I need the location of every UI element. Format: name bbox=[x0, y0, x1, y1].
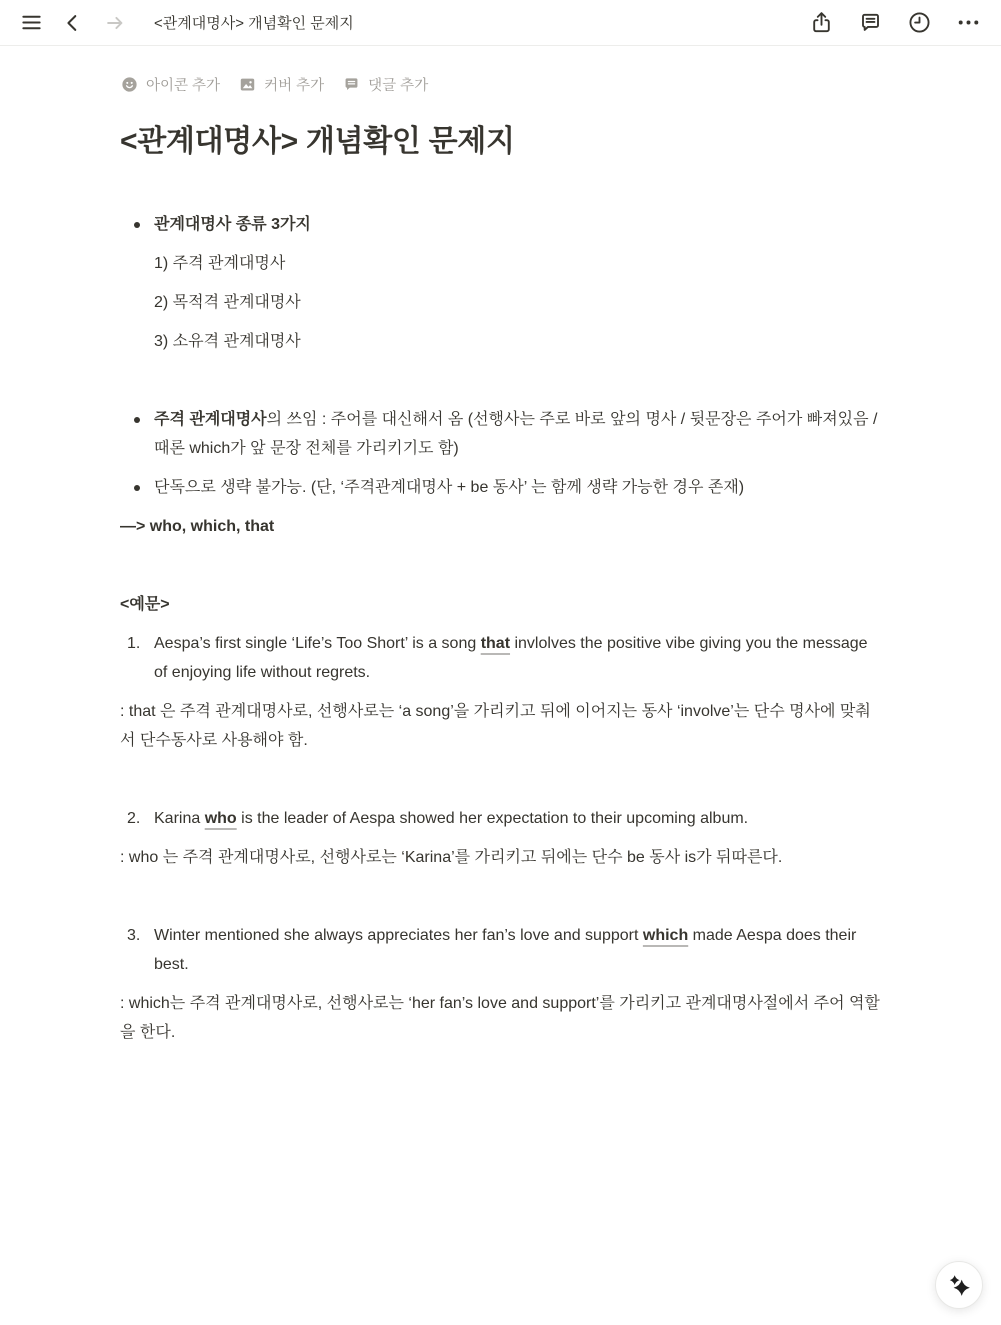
topbar-actions bbox=[806, 8, 983, 38]
example-3-keyword: which bbox=[642, 927, 689, 944]
add-icon-label: 아이콘 추가 bbox=[146, 77, 221, 94]
empty-block[interactable] bbox=[120, 551, 881, 580]
hamburger-menu-icon bbox=[20, 11, 43, 34]
omission-text: 단독으로 생략 불가능. (단, ‘주격관계대명사 + be 동사’ 는 함께 생략 가능한 경우 존재) bbox=[154, 479, 745, 496]
list-number: 2. bbox=[127, 810, 141, 827]
type-item-subjective[interactable]: 1) 주격 관계대명사 bbox=[154, 255, 286, 272]
back-button[interactable] bbox=[58, 8, 88, 38]
page-decoration-actions bbox=[120, 72, 881, 96]
example-1-sentence bbox=[154, 629, 881, 687]
comment-bubble-icon bbox=[858, 10, 883, 35]
example-3-pre: Winter mentioned she always appreciates her fan’s love and support bbox=[154, 927, 643, 944]
usage-text bbox=[154, 405, 881, 463]
page-title[interactable]: <관계대명사> 개념확인 문제지 bbox=[120, 125, 515, 158]
example-3-note[interactable]: : which는 주격 관계대명사로, 선행사로는 ‘her fan’s love and support’를 가리키고 관계대명사절에서 주어 역할을 한다. bbox=[120, 995, 880, 1041]
bullet-dot bbox=[120, 405, 154, 463]
example-1-keyword: that bbox=[480, 635, 511, 652]
examples-heading[interactable]: <예문> bbox=[120, 596, 170, 613]
sparkles-icon bbox=[946, 1272, 972, 1298]
usage-rest-text: 의 쓰임 : 주어를 대신해서 옴 (선행사는 주로 바로 앞의 명사 / 뒷문장은 주어가 빠져있음 / 때론 which가 앞 문장 전체를 가리키기도 함) bbox=[154, 411, 878, 457]
ai-assistant-button[interactable] bbox=[935, 1261, 983, 1309]
example-3-post: made Aespa does their best. bbox=[154, 927, 857, 973]
topbar-nav-group bbox=[16, 8, 130, 38]
share-button[interactable] bbox=[806, 8, 836, 38]
bullet-dot bbox=[120, 210, 154, 239]
type-item-possessive[interactable]: 3) 소유격 관계대명사 bbox=[154, 333, 301, 350]
bullet-dot bbox=[120, 473, 154, 502]
example-3[interactable] bbox=[120, 921, 881, 979]
page-content bbox=[0, 72, 1001, 1047]
add-cover-label: 커버 추가 bbox=[264, 77, 325, 94]
add-icon-button[interactable] bbox=[120, 74, 220, 95]
example-1[interactable] bbox=[120, 629, 881, 687]
example-2-sentence bbox=[154, 804, 881, 833]
forward-button[interactable] bbox=[100, 8, 130, 38]
bullet-omission[interactable] bbox=[120, 473, 881, 502]
add-cover-button[interactable] bbox=[238, 74, 324, 95]
example-2-note[interactable]: : who 는 주격 관계대명사로, 선행사로는 ‘Karina’를 가리키고 뒤에는 단수 be 동사 is가 뒤따른다. bbox=[120, 849, 783, 866]
clock-icon bbox=[907, 10, 932, 35]
empty-block[interactable] bbox=[120, 882, 881, 911]
topbar bbox=[0, 0, 1001, 46]
comment-icon bbox=[342, 75, 361, 94]
empty-block[interactable] bbox=[120, 366, 881, 395]
bullet-usage[interactable] bbox=[120, 405, 881, 463]
example-2-keyword: who bbox=[204, 810, 237, 827]
add-comment-label: 댓글 추가 bbox=[368, 77, 429, 94]
type-item-objective[interactable]: 2) 목적격 관계대명사 bbox=[154, 294, 301, 311]
smiley-icon bbox=[120, 75, 139, 94]
example-2-pre: Karina bbox=[154, 810, 205, 827]
example-1-pre: Aespa’s first single ‘Life’s Too Short’ is a song bbox=[154, 635, 481, 652]
more-options-button[interactable] bbox=[953, 8, 983, 38]
arrow-right-icon bbox=[104, 12, 126, 34]
arrow-conclusion-line[interactable]: —> who, which, that bbox=[120, 518, 275, 535]
types-heading-text: 관계대명사 종류 3가지 bbox=[154, 216, 311, 233]
breadcrumb-page-title[interactable]: <관계대명사> 개념확인 문제지 bbox=[154, 15, 354, 32]
chevron-left-icon bbox=[62, 12, 84, 34]
image-icon bbox=[238, 75, 257, 94]
list-number: 3. bbox=[127, 927, 141, 944]
example-1-note[interactable]: : that 은 주격 관계대명사로, 선행사로는 ‘a song’을 가리키고 뒤에 이어지는 동사 ‘involve’는 단수 명사에 맞춰서 단수동사로 사용해야 함. bbox=[120, 703, 871, 749]
ellipsis-icon bbox=[956, 10, 981, 35]
history-button[interactable] bbox=[904, 8, 934, 38]
example-2-post: is the leader of Aespa showed her expectation to their upcoming album. bbox=[236, 810, 749, 827]
example-1-post: invlolves the positive vibe giving you the message of enjoying life without regrets. bbox=[154, 635, 868, 681]
share-icon bbox=[809, 10, 834, 35]
example-2[interactable] bbox=[120, 804, 881, 833]
menu-button[interactable] bbox=[16, 8, 46, 38]
list-number: 1. bbox=[127, 635, 141, 652]
bullet-types-heading[interactable] bbox=[120, 210, 881, 239]
usage-bold-text: 주격 관계대명사 bbox=[154, 411, 267, 428]
example-3-sentence bbox=[154, 921, 881, 979]
document-body bbox=[120, 210, 881, 1047]
add-comment-button[interactable] bbox=[342, 74, 428, 95]
empty-block[interactable] bbox=[120, 765, 881, 794]
comments-button[interactable] bbox=[855, 8, 885, 38]
